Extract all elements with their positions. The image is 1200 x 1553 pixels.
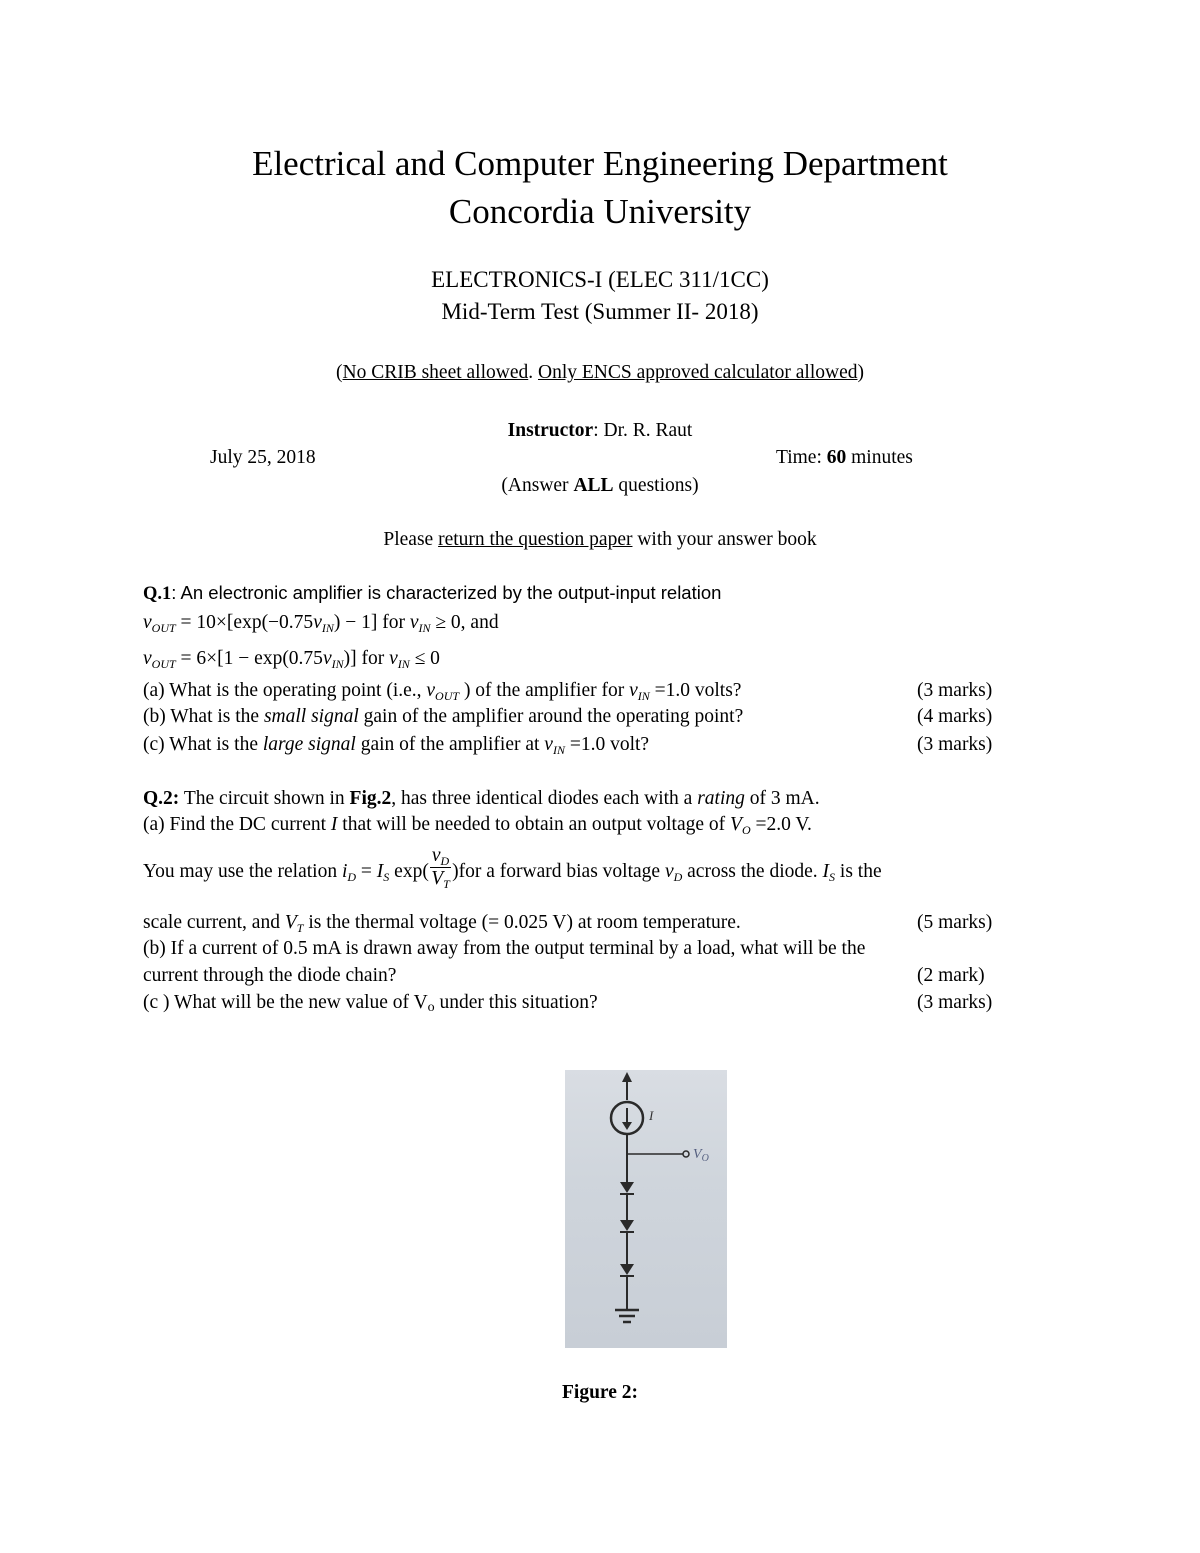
q1c-italic: large signal — [262, 734, 356, 755]
exam-date: July 25, 2018 — [210, 447, 316, 468]
time-suffix: minutes — [846, 447, 913, 468]
scale-pre: scale current, and — [143, 912, 285, 933]
q1-label: Q.1 — [143, 584, 172, 604]
rules-open: ( — [335, 362, 343, 383]
q2-part-b-line1: (b) If a current of 0.5 mA is drawn away from the output terminal by a load, what will be the — [143, 938, 866, 959]
rel-den-V: V — [431, 868, 444, 890]
answer-prefix: (Answer — [501, 475, 574, 496]
q1-part-a — [143, 678, 741, 705]
rel-close: ) — [452, 861, 459, 882]
rel-tail3: is the — [835, 861, 882, 882]
diode-3-icon — [620, 1264, 634, 1275]
rel-is-sub: S — [829, 870, 836, 884]
instructor-label: Instructor — [507, 420, 594, 441]
time-prefix: Time: — [776, 447, 827, 468]
eq2-cond: ≤ 0 — [409, 648, 440, 669]
q1c-tail: =1.0 volt? — [564, 734, 650, 755]
answer-bold: ALL — [573, 475, 614, 496]
q1-part-c — [143, 732, 649, 759]
q1a-pre: (a) What is the operating point (i.e., — [143, 680, 427, 701]
supply-arrow-icon — [622, 1072, 632, 1082]
q2a-V-sub: O — [741, 823, 751, 837]
vo-label-v: V — [693, 1147, 702, 1162]
q2-part-c — [143, 990, 598, 1018]
q1c-v: v — [544, 734, 553, 755]
eq1-v: v — [313, 612, 322, 633]
eq2-cond-v: v — [389, 648, 398, 669]
vo-label-sub: O — [701, 1153, 709, 1164]
return-note — [0, 527, 1200, 553]
q1a-v: v — [426, 680, 436, 701]
rel-numerator — [430, 846, 451, 868]
q2c-line: (c ) What will be the new value of V — [143, 992, 428, 1013]
exam-time — [776, 445, 913, 471]
q1-equation-2 — [143, 646, 440, 673]
eq1-lhs: v — [143, 612, 152, 633]
q2-rating: rating — [697, 788, 745, 809]
q2a-tail: =2.0 V. — [750, 814, 812, 835]
test-title: Mid-Term Test (Summer II- 2018) — [441, 299, 759, 324]
q1a-sub2: IN — [637, 689, 650, 703]
q1a-v2: v — [629, 680, 638, 701]
current-label: I — [649, 1108, 654, 1123]
return-suffix: with your answer book — [632, 529, 817, 550]
q2-part-a — [143, 812, 812, 839]
output-terminal-icon — [683, 1151, 689, 1157]
eq1-mid: = 10×[exp(−0.75 — [175, 612, 314, 633]
rel-I: I — [376, 861, 384, 882]
instructor-line — [0, 418, 1200, 444]
diode-2-icon — [620, 1220, 634, 1231]
eq1-tail: ) − 1] for — [333, 612, 410, 633]
q2-scale-line — [143, 910, 741, 937]
rel-tail2: across the diode. — [682, 861, 823, 882]
figure-caption: Figure 2: — [561, 1382, 638, 1403]
rel-vd: v — [664, 861, 674, 882]
eq2-cond-sub: IN — [397, 657, 410, 671]
q1c-marks: (3 marks) — [917, 734, 993, 755]
eq1-cond-v: v — [409, 612, 419, 633]
q1b-marks: (4 marks) — [917, 706, 993, 727]
rel-is: I — [822, 861, 830, 882]
q1-intro — [143, 580, 721, 607]
q2a-marks: (5 marks) — [917, 912, 993, 933]
q2a-mid: that will be needed to obtain an output voltage of — [337, 814, 731, 835]
q1b-tail: gain of the amplifier around the operating point? — [358, 706, 744, 727]
q1c-pre: (c) What is the — [143, 734, 263, 755]
rel-den-sub: T — [443, 877, 450, 892]
q2-intro — [143, 786, 820, 812]
rel-exp: exp( — [389, 861, 429, 882]
rules-calculator: Only ENCS approved calculator allowed — [538, 362, 858, 383]
q1a-sub: OUT — [435, 689, 460, 703]
q2-intro3: of 3 mA. — [744, 788, 820, 809]
q2b-marks: (2 mark) — [917, 965, 985, 986]
q2a-pre: (a) Find the DC current — [143, 814, 331, 835]
q2-part-b-line2: current through the diode chain? — [143, 965, 397, 986]
q2c-sub: o — [427, 1000, 435, 1015]
rel-tail1: for a forward bias voltage — [458, 861, 665, 882]
rel-i: i — [341, 861, 348, 882]
q1-equation-1 — [143, 610, 499, 637]
eq1-lhs-sub: OUT — [151, 621, 176, 635]
eq1-cond-sub: IN — [418, 621, 431, 635]
rel-denominator — [430, 868, 451, 891]
q1a-marks: (3 marks) — [917, 680, 993, 701]
department-title: Electrical and Computer Engineering Department — [252, 144, 948, 183]
q1c-sub: IN — [552, 743, 565, 757]
q2a-V: V — [730, 814, 742, 835]
eq1-v-sub: IN — [321, 621, 334, 635]
rules-no-crib: No CRIB sheet allowed — [342, 362, 529, 383]
rel-fraction — [430, 846, 451, 891]
q1a-tail: =1.0 volts? — [649, 680, 742, 701]
return-underlined: return the question paper — [438, 529, 633, 550]
rules-close: ) — [857, 362, 864, 383]
scale-V-sub: T — [296, 921, 304, 935]
return-prefix: Please — [383, 529, 439, 550]
eq2-lhs-sub: OUT — [151, 657, 176, 671]
eq2-lhs: v — [143, 648, 152, 669]
circuit-diagram — [565, 1070, 727, 1348]
rel-vd-sub: D — [673, 870, 683, 884]
q1b-pre: (b) What is the — [143, 706, 264, 727]
scale-V: V — [284, 912, 297, 933]
q2c-tail: under this situation? — [434, 992, 598, 1013]
eq2-mid: = 6×[1 − exp(0.75 — [175, 648, 323, 669]
eq2-v-sub: IN — [331, 657, 344, 671]
q1a-mid: ) of the amplifier for — [459, 680, 630, 701]
q2-label: Q.2: — [143, 788, 180, 809]
q2-fig-ref: Fig.2 — [349, 788, 392, 809]
q1-intro-text: : An electronic amplifier is characterized by the output-input relation — [171, 582, 722, 603]
q2-intro1: The circuit shown in — [179, 788, 350, 809]
circuit-photo — [565, 1070, 727, 1348]
eq2-v: v — [322, 648, 332, 669]
vo-label — [693, 1147, 709, 1164]
eq1-cond: ≥ 0, and — [430, 612, 499, 633]
rules-sep: . — [528, 362, 538, 383]
scale-tail: is the thermal voltage (= 0.025 V) at room temperature. — [303, 912, 741, 933]
q2-intro2: , has three identical diodes each with a — [391, 788, 698, 809]
course-title: ELECTRONICS-I (ELEC 311/1CC) — [431, 267, 769, 292]
current-source-arrow-icon — [622, 1122, 632, 1130]
q1c-mid: gain of the amplifier at — [355, 734, 545, 755]
answer-suffix: questions) — [613, 475, 699, 496]
q2a-I: I — [330, 814, 338, 835]
rel-eq: = — [356, 861, 377, 882]
time-value: 60 — [826, 447, 847, 468]
exam-rules — [0, 360, 1200, 386]
eq2-tail: )] for — [343, 648, 390, 669]
instructor-value: : Dr. R. Raut — [593, 420, 693, 441]
q2-relation — [143, 845, 882, 897]
rel-num-v: v — [431, 845, 441, 867]
q1b-italic: small signal — [263, 706, 359, 727]
rel-pre: You may use the relation — [143, 861, 342, 882]
answer-all-note — [0, 473, 1200, 499]
rel-num-sub: D — [440, 854, 450, 869]
q1-part-b — [143, 704, 743, 730]
rel-I-sub: S — [383, 870, 390, 884]
diode-1-icon — [620, 1182, 634, 1193]
university-title: Concordia University — [448, 192, 752, 231]
q2c-marks: (3 marks) — [917, 992, 993, 1013]
rel-i-sub: D — [347, 870, 357, 884]
